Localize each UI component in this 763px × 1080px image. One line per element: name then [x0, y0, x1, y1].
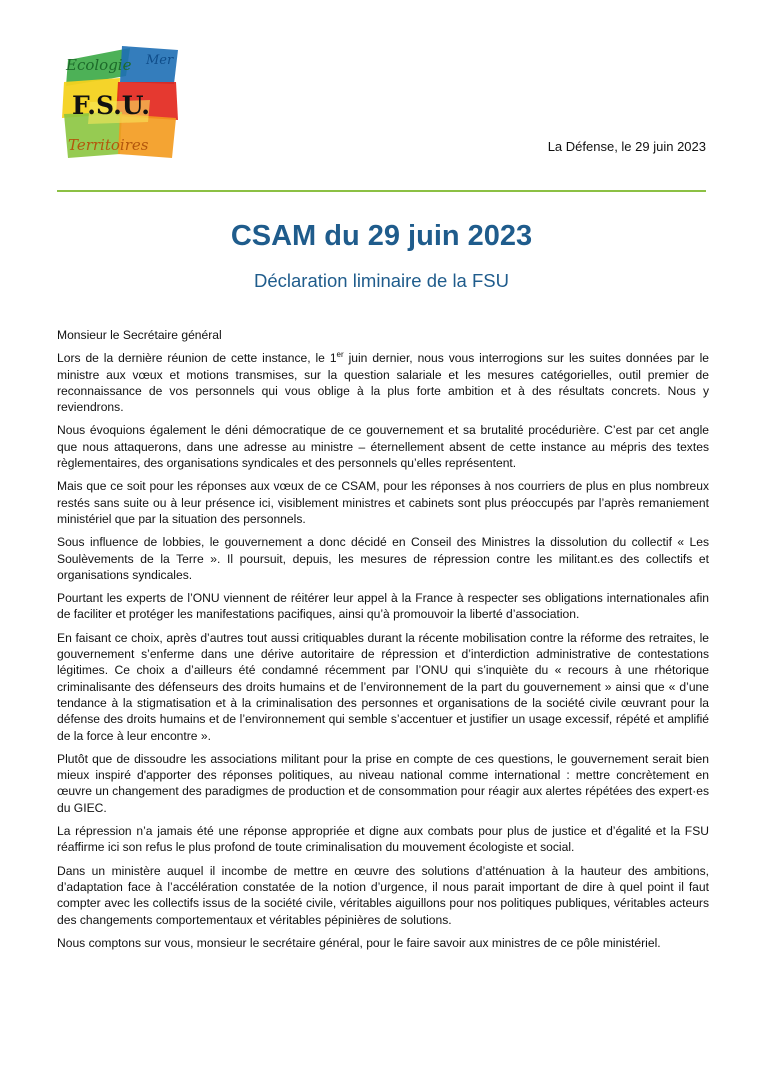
paragraph-9: Dans un ministère auquel il incombe de mettre en œuvre des solutions d’atténuation à la hauteur des ambitions, d’adaptation face à l’accélération constatée de la notion d’urgence, il nous parait important de dire à quel point il faut compter avec les collectifs issus de la société civile, véritables aiguillons pour nos politiques publiques, véritables acteurs des changements comportementaux et véritables pépinières de solutions. — [57, 863, 709, 927]
paragraph-2: Nous évoquions également le déni démocratique de ce gouvernement et sa brutalité procédurière. C’est par cet angle que nous attaquerons, dans une adresse au ministre – éternellement absent de cette instance au mépris des textes règlementaires, des organisations syndicales et des personnels qu’elles représentent. — [57, 423, 709, 471]
salutation: Monsieur le Secrétaire général — [57, 328, 222, 342]
logo-text-mer: Mer — [146, 53, 174, 68]
document-dateline: La Défense, le 29 juin 2023 — [547, 139, 706, 154]
header-divider — [57, 190, 706, 192]
logo-text-ecologie: Ecologie — [66, 56, 132, 74]
paragraph-7: Plutôt que de dissoudre les associations militant pour la prise en compte de ces questions, le gouvernement serait bien mieux inspiré d'apporter des réponses politiques, au niveau national comme international : mettre concrètement en œuvre un changement des paradigmes de production et de consommation pour réagir aux alertes répétées des expert·es du GIEC. — [57, 751, 709, 815]
paragraph-4: Sous influence de lobbies, le gouvernement a donc décidé en Conseil des Ministres la dissolution du collectif « Les Soulèvements de la Terre ». Il poursuit, depuis, les mesures de répression contre les militant.es des collectifs et organisations syndicales. — [57, 535, 709, 582]
paragraph-1-part-b: juin dernier, nous vous interrogions sur les suites données par le ministre aux vœux et motions transmises, sur la question salariale et les mesures catégorielles, outil premier de reconnaissance de vos personnels qui vous oblige à la plus forte ambition et à des résultats concrets. Nous y reviendrons. — [57, 351, 709, 415]
document-title: CSAM du 29 juin 2023 — [230, 220, 533, 252]
paragraph-3: Mais que ce soit pour les réponses aux vœux de ce CSAM, pour les réponses à nos courriers de plus en plus nombreux restés sans suite ou à leur présence ici, visiblement ministres et cabinets sont plus préoccupés par l’après remaniement ministériel que par la situation des personnels. — [57, 479, 709, 526]
document-subtitle: Déclaration liminaire de la FSU — [254, 270, 509, 291]
logo-text-fsu: F.S.U. — [72, 91, 151, 120]
paragraph-8: La répression n’a jamais été une réponse appropriée et digne aux combats pour plus de justice et d’égalité et la FSU réaffirme ici son refus le plus profond de toute criminalisation du mouvement écologiste et social. — [57, 824, 709, 855]
document-body — [57, 327, 709, 958]
logo-text-territoires: Territoires — [68, 136, 149, 154]
paragraph-1-part-a: Lors de la dernière réunion de cette instance, le 1 — [57, 351, 337, 366]
paragraph-1 — [57, 350, 709, 415]
fsu-logo — [60, 42, 182, 166]
paragraph-1-superscript: er — [336, 350, 344, 360]
paragraph-10: Nous comptons sur vous, monsieur le secrétaire général, pour le faire savoir aux ministres de ce pôle ministériel. — [57, 935, 661, 950]
paragraph-6: En faisant ce choix, après d’autres tout aussi critiquables durant la récente mobilisation contre la réforme des retraites, le gouvernement s’enferme dans une dérive autoritaire de répression et d’interdiction administrative de contestations légitimes. Ce choix a d’ailleurs été condamné récemment par l’ONU qui s’inquiète du « recours à une rhétorique criminalisante des défenseurs des droits humains et de l’environnement de la part du gouvernement » ainsi que « d’une tendance à la stigmatisation et à la criminalisation des personnes et organisations de la société civile œuvrant pour la défense des droits humains et de l’environnement qui semble s’accentuer et justifier un usage excessif, répété et amplifié de la force à leur encontre ». — [57, 630, 709, 743]
paragraph-5: Pourtant les experts de l’ONU viennent de réitérer leur appel à la France à respecter ses obligations internationales afin de faciliter et protéger les manifestations pacifiques, ainsi qu’à promouvoir la liberté d’association. — [57, 591, 709, 622]
